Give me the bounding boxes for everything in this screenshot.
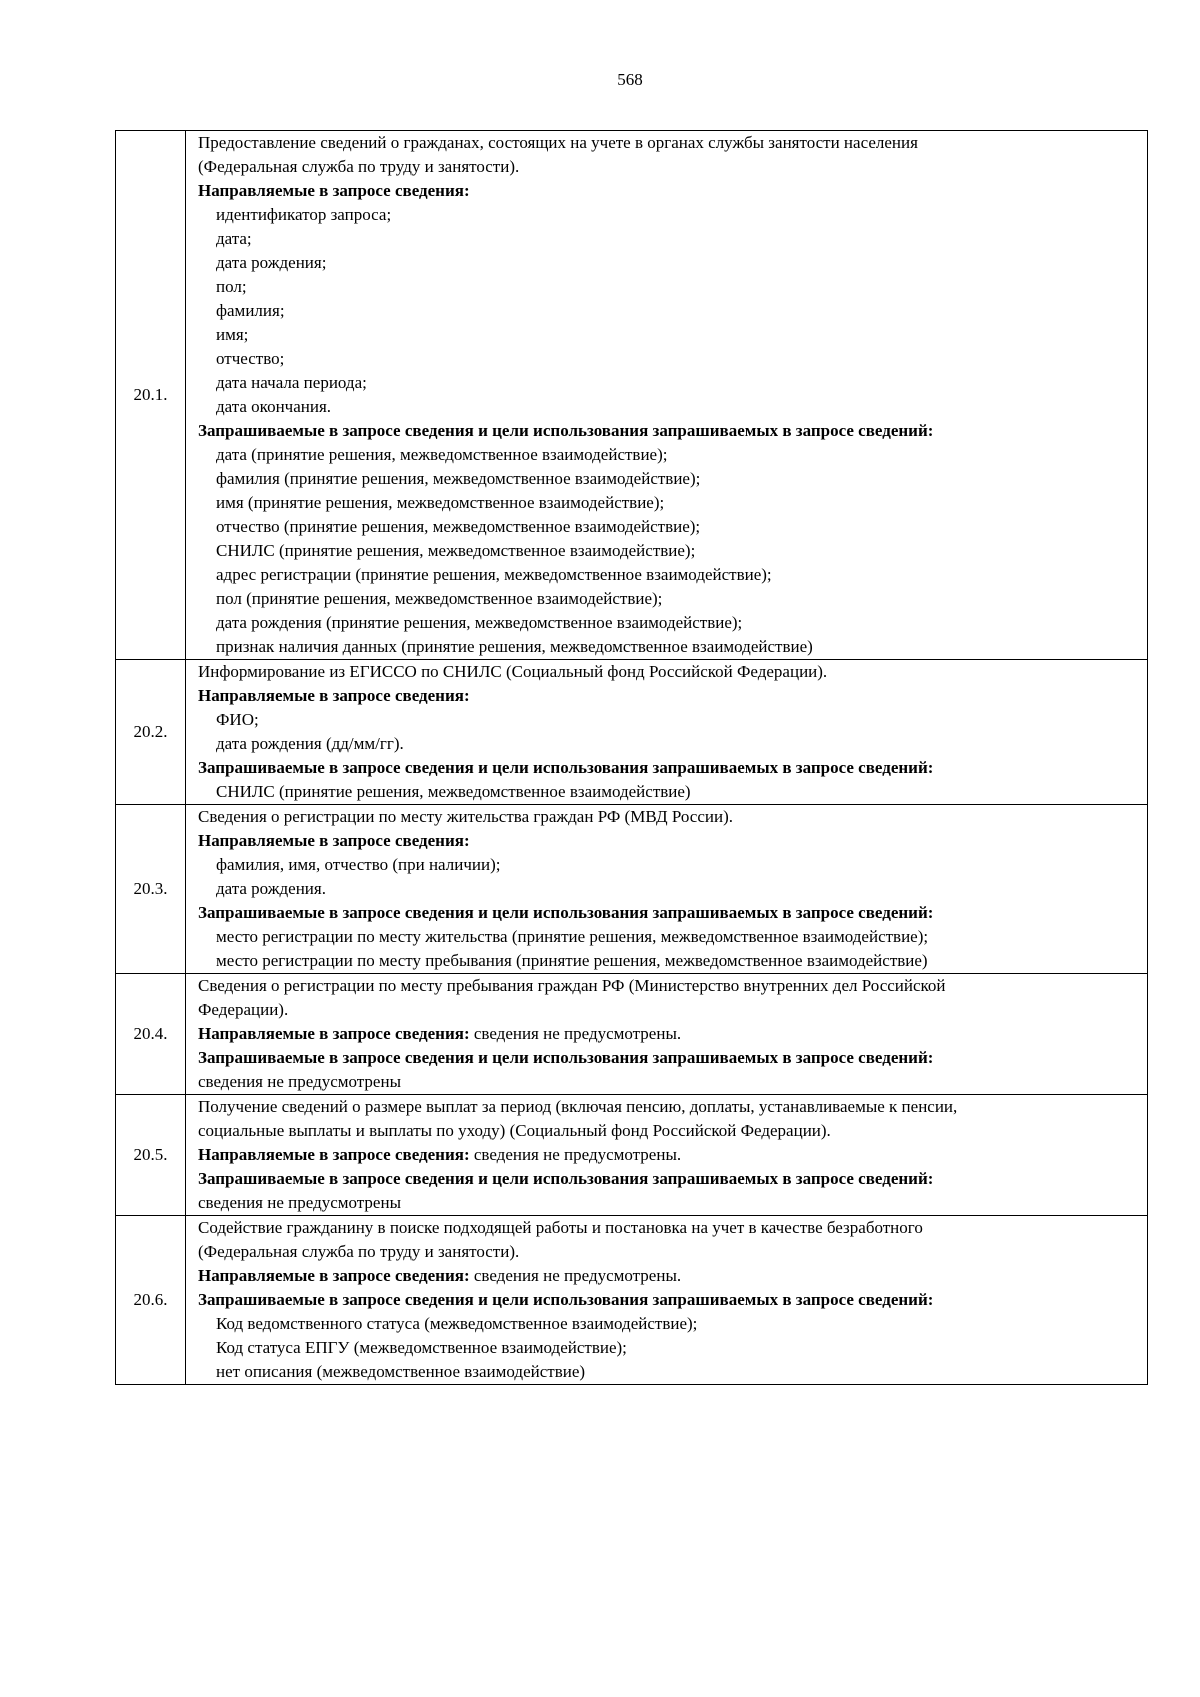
table-row <box>116 1095 1148 1216</box>
sent-data-inline: сведения не предусмотрены. <box>469 1266 682 1285</box>
sent-data-heading: Направляемые в запросе сведения: <box>198 1145 470 1164</box>
requested-data-line <box>198 901 1141 925</box>
row-number-cell <box>116 660 186 805</box>
sent-data-heading: Направляемые в запросе сведения: <box>198 686 470 705</box>
sent-data-heading: Направляемые в запросе сведения: <box>198 1024 470 1043</box>
requested-data-item: место регистрации по месту пребывания (принятие решения, межведомственное взаимодействие) <box>216 951 928 970</box>
table-row <box>116 131 1148 660</box>
sent-data-line <box>198 829 1141 853</box>
sent-data-line <box>198 1143 1141 1167</box>
sent-data-item: дата окончания. <box>216 397 332 416</box>
sent-data-heading: Направляемые в запросе сведения: <box>198 1266 470 1285</box>
requested-data-line <box>198 1046 1141 1070</box>
service-title-line: Сведения о регистрации по месту пребывания граждан РФ (Министерство внутренних дел Российской <box>198 976 946 995</box>
sent-data-heading: Направляемые в запросе сведения: <box>198 181 470 200</box>
requested-data-item: место регистрации по месту жительства (принятие решения, межведомственное взаимодействие); <box>216 927 929 946</box>
row-number: 20.5. <box>133 1145 168 1164</box>
sent-data-item: отчество; <box>216 349 285 368</box>
sent-data-item: дата начала периода; <box>216 373 367 392</box>
requested-data-heading: Запрашиваемые в запросе сведения и цели использования запрашиваемых в запросе сведений: <box>198 1169 934 1188</box>
requested-data-item: адрес регистрации (принятие решения, межведомственное взаимодействие); <box>216 565 772 584</box>
requested-data-item: признак наличия данных (принятие решения, межведомственное взаимодействие) <box>216 637 813 656</box>
sent-data-line <box>198 1264 1141 1288</box>
requested-data-heading: Запрашиваемые в запросе сведения и цели использования запрашиваемых в запросе сведений: <box>198 903 934 922</box>
service-title-line: Федерации). <box>198 1000 289 1019</box>
requested-data-item: дата (принятие решения, межведомственное взаимодействие); <box>216 445 668 464</box>
requested-data-none: сведения не предусмотрены <box>198 1072 401 1091</box>
row-number: 20.4. <box>133 1024 168 1043</box>
sent-data-line <box>198 684 1141 708</box>
requested-data-line <box>198 1167 1141 1191</box>
page-number: 568 <box>617 70 643 89</box>
sent-data-item: ФИО; <box>216 710 259 729</box>
service-title-line: Получение сведений о размере выплат за период (включая пенсию, доплаты, устанавливаемые к пенсии, <box>198 1097 958 1116</box>
service-title-line: Сведения о регистрации по месту жительства граждан РФ (МВД России). <box>198 807 734 826</box>
row-number-cell <box>116 1216 186 1385</box>
sent-data-inline: сведения не предусмотрены. <box>469 1145 682 1164</box>
row-number-cell <box>116 131 186 660</box>
requested-data-item: нет описания (межведомственное взаимодействие) <box>216 1362 586 1381</box>
services-table-body <box>116 131 1148 1385</box>
requested-data-line <box>198 1288 1141 1312</box>
requested-data-item: отчество (принятие решения, межведомственное взаимодействие); <box>216 517 701 536</box>
row-number: 20.1. <box>133 385 168 404</box>
row-number-cell <box>116 1095 186 1216</box>
sent-data-item: идентификатор запроса; <box>216 205 392 224</box>
requested-data-heading: Запрашиваемые в запросе сведения и цели использования запрашиваемых в запросе сведений: <box>198 421 934 440</box>
service-title-line: социальные выплаты и выплаты по уходу) (Социальный фонд Российской Федерации). <box>198 1121 831 1140</box>
sent-data-item: дата рождения; <box>216 253 327 272</box>
requested-data-heading: Запрашиваемые в запросе сведения и цели использования запрашиваемых в запросе сведений: <box>198 758 934 777</box>
row-content-cell <box>186 974 1148 1095</box>
row-number-cell <box>116 805 186 974</box>
requested-data-item: Код ведомственного статуса (межведомственное взаимодействие); <box>216 1314 698 1333</box>
requested-data-item: СНИЛС (принятие решения, межведомственное взаимодействие); <box>216 541 696 560</box>
requested-data-item: СНИЛС (принятие решения, межведомственное взаимодействие) <box>216 782 691 801</box>
row-content-cell <box>186 1216 1148 1385</box>
sent-data-item: фамилия; <box>216 301 285 320</box>
requested-data-none: сведения не предусмотрены <box>198 1193 401 1212</box>
row-content-cell <box>186 131 1148 660</box>
table-row <box>116 1216 1148 1385</box>
service-title-line: (Федеральная служба по труду и занятости). <box>198 1242 520 1261</box>
requested-data-item: пол (принятие решения, межведомственное взаимодействие); <box>216 589 663 608</box>
service-title-line: Информирование из ЕГИССО по СНИЛС (Социальный фонд Российской Федерации). <box>198 662 828 681</box>
row-content-cell <box>186 1095 1148 1216</box>
sent-data-item: дата рождения (дд/мм/гг). <box>216 734 404 753</box>
sent-data-item: дата; <box>216 229 252 248</box>
requested-data-heading: Запрашиваемые в запросе сведения и цели использования запрашиваемых в запросе сведений: <box>198 1290 934 1309</box>
requested-data-item: имя (принятие решения, межведомственное взаимодействие); <box>216 493 665 512</box>
requested-data-line <box>198 419 1141 443</box>
row-content-cell <box>186 805 1148 974</box>
table-row <box>116 660 1148 805</box>
row-number-cell <box>116 974 186 1095</box>
sent-data-item: имя; <box>216 325 249 344</box>
sent-data-item: дата рождения. <box>216 879 326 898</box>
sent-data-line <box>198 179 1141 203</box>
requested-data-line <box>198 756 1141 780</box>
sent-data-line <box>198 1022 1141 1046</box>
service-title-line: Содействие гражданину в поиске подходящей работы и постановка на учет в качестве безработного <box>198 1218 923 1237</box>
requested-data-item: фамилия (принятие решения, межведомственное взаимодействие); <box>216 469 701 488</box>
service-title-line: Предоставление сведений о гражданах, состоящих на учете в органах службы занятости населения <box>198 133 918 152</box>
services-table <box>115 130 1148 1385</box>
row-content-cell <box>186 660 1148 805</box>
requested-data-item: дата рождения (принятие решения, межведомственное взаимодействие); <box>216 613 743 632</box>
table-row <box>116 974 1148 1095</box>
sent-data-heading: Направляемые в запросе сведения: <box>198 831 470 850</box>
sent-data-item: пол; <box>216 277 247 296</box>
sent-data-inline: сведения не предусмотрены. <box>469 1024 682 1043</box>
service-title-line: (Федеральная служба по труду и занятости). <box>198 157 520 176</box>
requested-data-item: Код статуса ЕПГУ (межведомственное взаимодействие); <box>216 1338 627 1357</box>
row-number: 20.3. <box>133 879 168 898</box>
table-row <box>116 805 1148 974</box>
sent-data-item: фамилия, имя, отчество (при наличии); <box>216 855 501 874</box>
row-number: 20.2. <box>133 722 168 741</box>
row-number: 20.6. <box>133 1290 168 1309</box>
requested-data-heading: Запрашиваемые в запросе сведения и цели использования запрашиваемых в запросе сведений: <box>198 1048 934 1067</box>
